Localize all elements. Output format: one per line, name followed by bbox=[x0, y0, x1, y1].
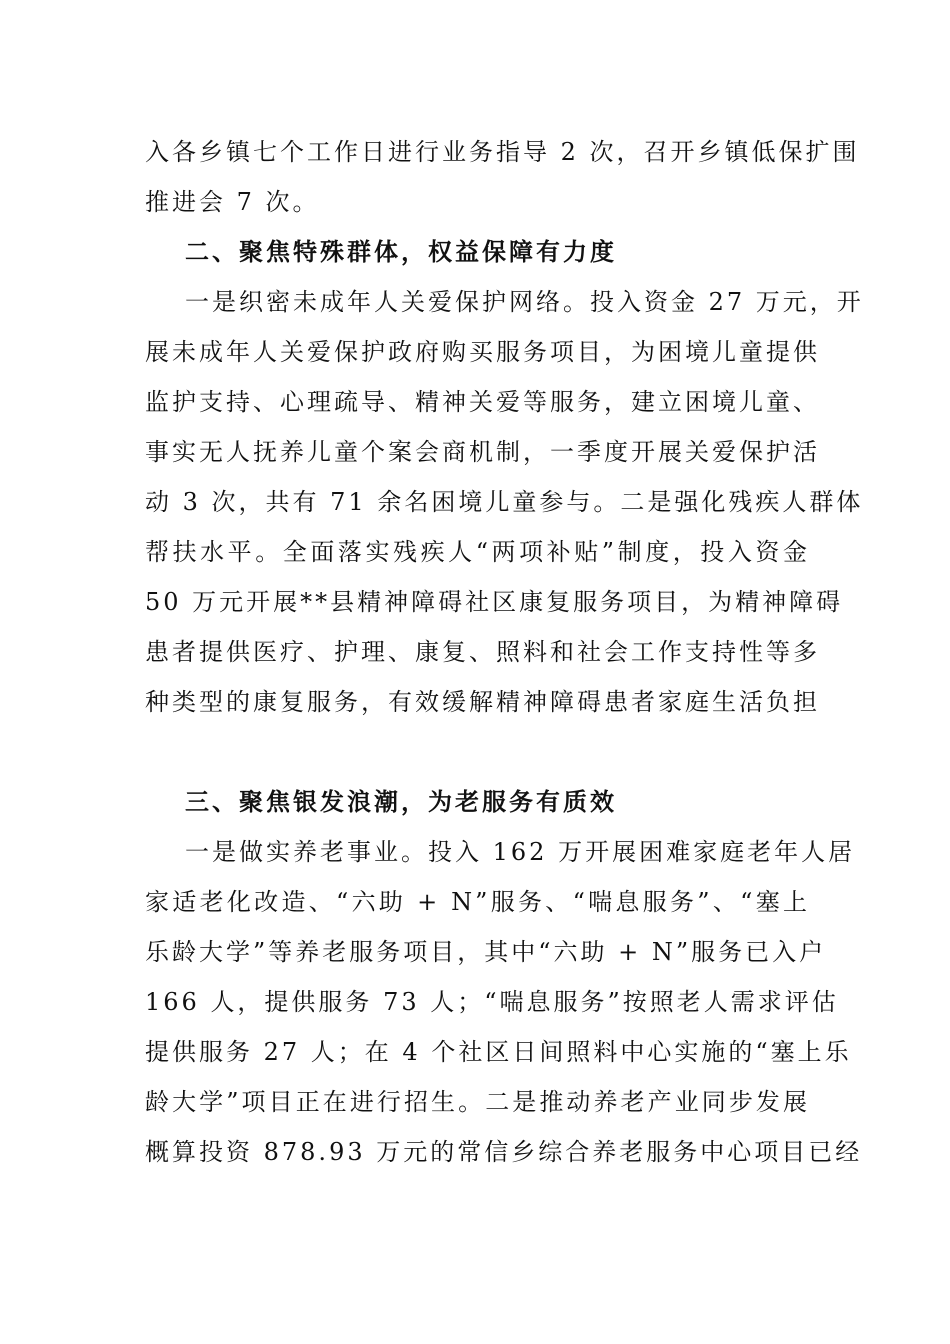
paragraph-line: 一是织密未成年人关爱保护网络。投入资金 27 万元，开 bbox=[185, 288, 864, 316]
paragraph-line: 帮扶水平。全面落实残疾人“两项补贴”制度，投入资金 bbox=[145, 538, 810, 566]
paragraph-line: 事实无人抚养儿童个案会商机制，一季度开展关爱保护活 bbox=[145, 438, 820, 466]
paragraph-line: 乐龄大学”等养老服务项目，其中“六助 + N”服务已入户 bbox=[145, 938, 827, 966]
section-heading-2: 二、聚焦特殊群体，权益保障有力度 bbox=[185, 237, 617, 266]
paragraph-line: 提供服务 27 人；在 4 个社区日间照料中心实施的“塞上乐 bbox=[145, 1038, 852, 1066]
section-heading-3: 三、聚焦银发浪潮，为老服务有质效 bbox=[185, 787, 617, 816]
paragraph-line: 监护支持、心理疏导、精神关爱等服务，建立困境儿童、 bbox=[145, 388, 820, 416]
paragraph-line: 50 万元开展**县精神障碍社区康复服务项目，为精神障碍 bbox=[145, 588, 844, 616]
paragraph-line: 种类型的康复服务，有效缓解精神障碍患者家庭生活负担 bbox=[145, 688, 820, 716]
paragraph-line: 入各乡镇七个工作日进行业务指导 2 次，召开乡镇低保扩围 bbox=[145, 138, 860, 166]
paragraph-line: 患者提供医疗、护理、康复、照料和社会工作支持性等多 bbox=[145, 638, 820, 666]
paragraph-line: 概算投资 878.93 万元的常信乡综合养老服务中心项目已经 bbox=[145, 1138, 863, 1166]
paragraph-line: 推进会 7 次。 bbox=[145, 188, 320, 216]
paragraph-line: 166 人，提供服务 73 人；“喘息服务”按照老人需求评估 bbox=[145, 988, 839, 1016]
paragraph-line: 展未成年人关爱保护政府购买服务项目，为困境儿童提供 bbox=[145, 338, 820, 366]
paragraph-line: 一是做实养老事业。投入 162 万开展困难家庭老年人居 bbox=[185, 838, 856, 866]
paragraph-line: 动 3 次，共有 71 余名困境儿童参与。二是强化残疾人群体 bbox=[145, 488, 864, 516]
paragraph-line: 龄大学”项目正在进行招生。二是推动养老产业同步发展 bbox=[145, 1088, 810, 1116]
paragraph-line: 家适老化改造、“六助 + N”服务、“喘息服务”、“塞上 bbox=[145, 888, 810, 916]
